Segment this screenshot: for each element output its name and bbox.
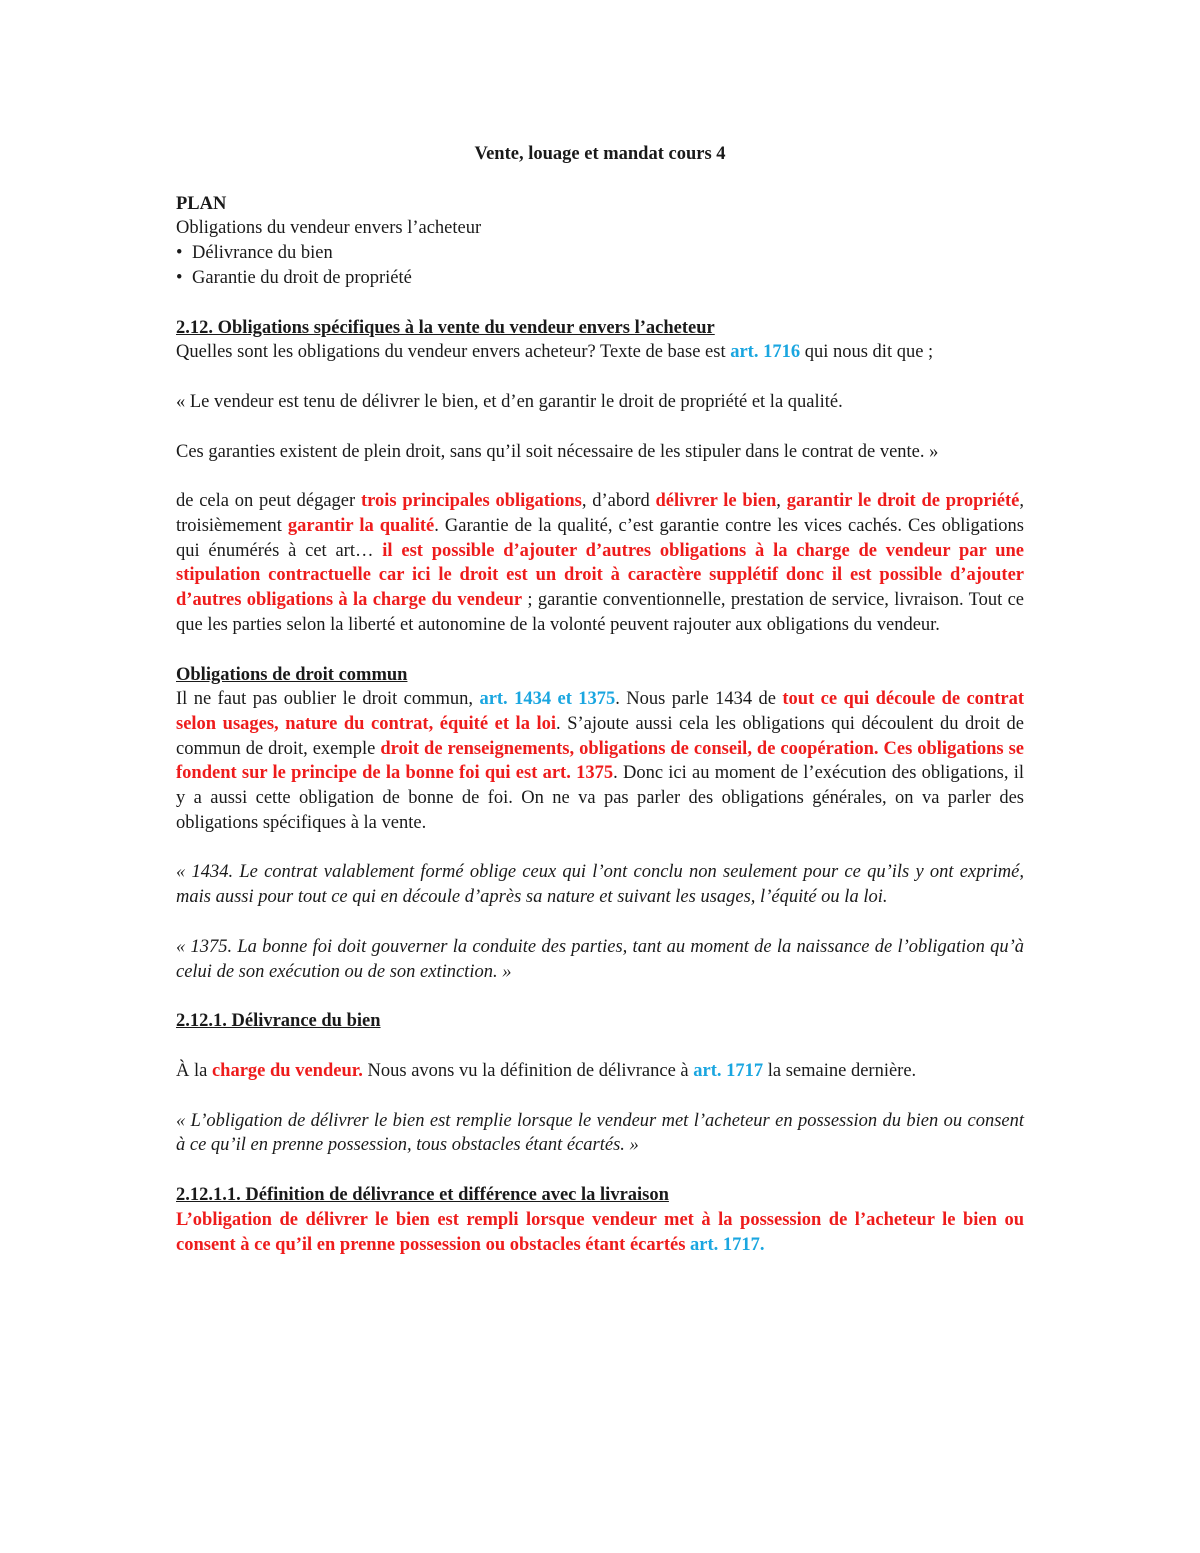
plan-item: • Délivrance du bien bbox=[176, 241, 1024, 266]
quote-art-1716-line2: Ces garanties existent de plein droit, sans qu’il soit nécessaire de les stipuler dans le contrat de vente. » bbox=[176, 441, 939, 462]
highlight: il est possible d’ajouter d’autres obligations à la charge de vendeur par une stipulation contractuelle car ici le droit est un droit à caractère supplétif donc il est possible d’ajouter d’autres obligations à la charge du vendeur bbox=[176, 540, 1024, 611]
article-reference: art. 1717 bbox=[693, 1060, 764, 1081]
plan-line: Obligations du vendeur envers l’acheteur bbox=[176, 218, 482, 239]
highlight: garantir la qualité bbox=[287, 516, 435, 537]
quote-art-1716-line1: « Le vendeur est tenu de délivrer le bien, et d’en garantir le droit de propriété et la qualité. bbox=[176, 391, 843, 412]
paragraph: Quelles sont les obligations du vendeur envers acheteur? Texte de base est art. 1716 qui nous dit que ; bbox=[176, 342, 934, 363]
highlight: délivrer le bien bbox=[655, 491, 777, 512]
paragraph: À la charge du vendeur. Nous avons vu la définition de délivrance à art. 1717 la semaine dernière. bbox=[176, 1060, 917, 1081]
document-title: Vente, louage et mandat cours 4 bbox=[474, 144, 726, 164]
plan-heading: PLAN bbox=[176, 193, 227, 214]
section-heading-2-12: 2.12. Obligations spécifiques à la vente du vendeur envers l’acheteur bbox=[176, 317, 715, 338]
document-body bbox=[176, 142, 1024, 1257]
highlight: trois principales obligations bbox=[360, 491, 582, 512]
highlight: L’obligation de délivrer le bien est rempli lorsque vendeur met à la possession de l’acheteur le bien ou consent à ce qu’il en prenne possession ou obstacles étant écartés bbox=[176, 1209, 1024, 1255]
section-heading-2-12-1: 2.12.1. Délivrance du bien bbox=[176, 1011, 381, 1032]
bullet-icon: • bbox=[176, 267, 183, 288]
highlight: garantir le droit de propriété bbox=[786, 491, 1020, 512]
article-reference: art. 1434 et 1375 bbox=[479, 689, 616, 710]
article-reference: art. 1717. bbox=[690, 1234, 765, 1255]
highlight: charge du vendeur. bbox=[211, 1060, 363, 1081]
paragraph: de cela on peut dégager trois principales obligations, d’abord délivrer le bien, garantir le droit de propriété, troisièmement garantir la qualité. Garantie de la qualité, c’est garantie contre les vices cachés. Ces obligations qui énumérés à cet art… il est possible d’ajouter d’autres obligations à la charge de vendeur par une stipulation contractuelle car ici le droit est un droit à caractère supplétif donc il est possible d’ajouter d’autres obligations à la charge du vendeur ; garantie conventionnelle, prestation de service, livraison. Tout ce que les parties selon la liberté et autonomine de la volonté peuvent rajouter aux obligations du vendeur. bbox=[176, 491, 1024, 635]
quote-art-1375: « 1375. La bonne foi doit gouverner la conduite des parties, tant au moment de la naissance de l’obligation qu’à celui de son exécution ou de son extinction. » bbox=[176, 936, 1024, 982]
highlight: tout ce qui découle de contrat selon usages, nature du contrat, équité et la loi bbox=[176, 689, 1024, 734]
highlight: droit de renseignements, obligations de conseil, de coopération. Ces obligations se fondent sur le principe de la bonne foi qui est art. 1375 bbox=[176, 738, 1024, 784]
plan-item: • Garantie du droit de propriété bbox=[176, 266, 1024, 291]
bullet-icon: • bbox=[176, 243, 183, 264]
quote-art-1717: « L’obligation de délivrer le bien est remplie lorsque le vendeur met l’acheteur en possession du bien ou consent à ce qu’il en prenne possession, tous obstacles étant écartés. » bbox=[176, 1110, 1024, 1156]
section-heading-droit-commun: Obligations de droit commun bbox=[176, 664, 408, 685]
paragraph: Il ne faut pas oublier le droit commun, art. 1434 et 1375. Nous parle 1434 de tout ce qui découle de contrat selon usages, nature du contrat, équité et la loi. S’ajoute aussi cela les obligations qui découlent du droit de commun de droit, exemple droit de renseignements, obligations de conseil, de coopération. Ces obligations se fondent sur le principe de la bonne foi qui est art. 1375. Donc ici au moment de l’exécution des obligations, il y a aussi cette obligation de bonne de foi. On ne va pas parler des obligations générales, on va parler des obligations spécifiques à la vente. bbox=[176, 689, 1024, 833]
paragraph bbox=[176, 1208, 1024, 1257]
quote-art-1434: « 1434. Le contrat valablement formé oblige ceux qui l’ont conclu non seulement pour ce qu’ils y ont exprimé, mais aussi pour tout ce qui en découle d’après sa nature et suivant les usages, l’équité ou la loi. bbox=[176, 862, 1024, 908]
section-heading-2-12-1-1: 2.12.1.1. Définition de délivrance et différence avec la livraison bbox=[176, 1185, 669, 1206]
article-reference: art. 1716 bbox=[730, 342, 801, 363]
